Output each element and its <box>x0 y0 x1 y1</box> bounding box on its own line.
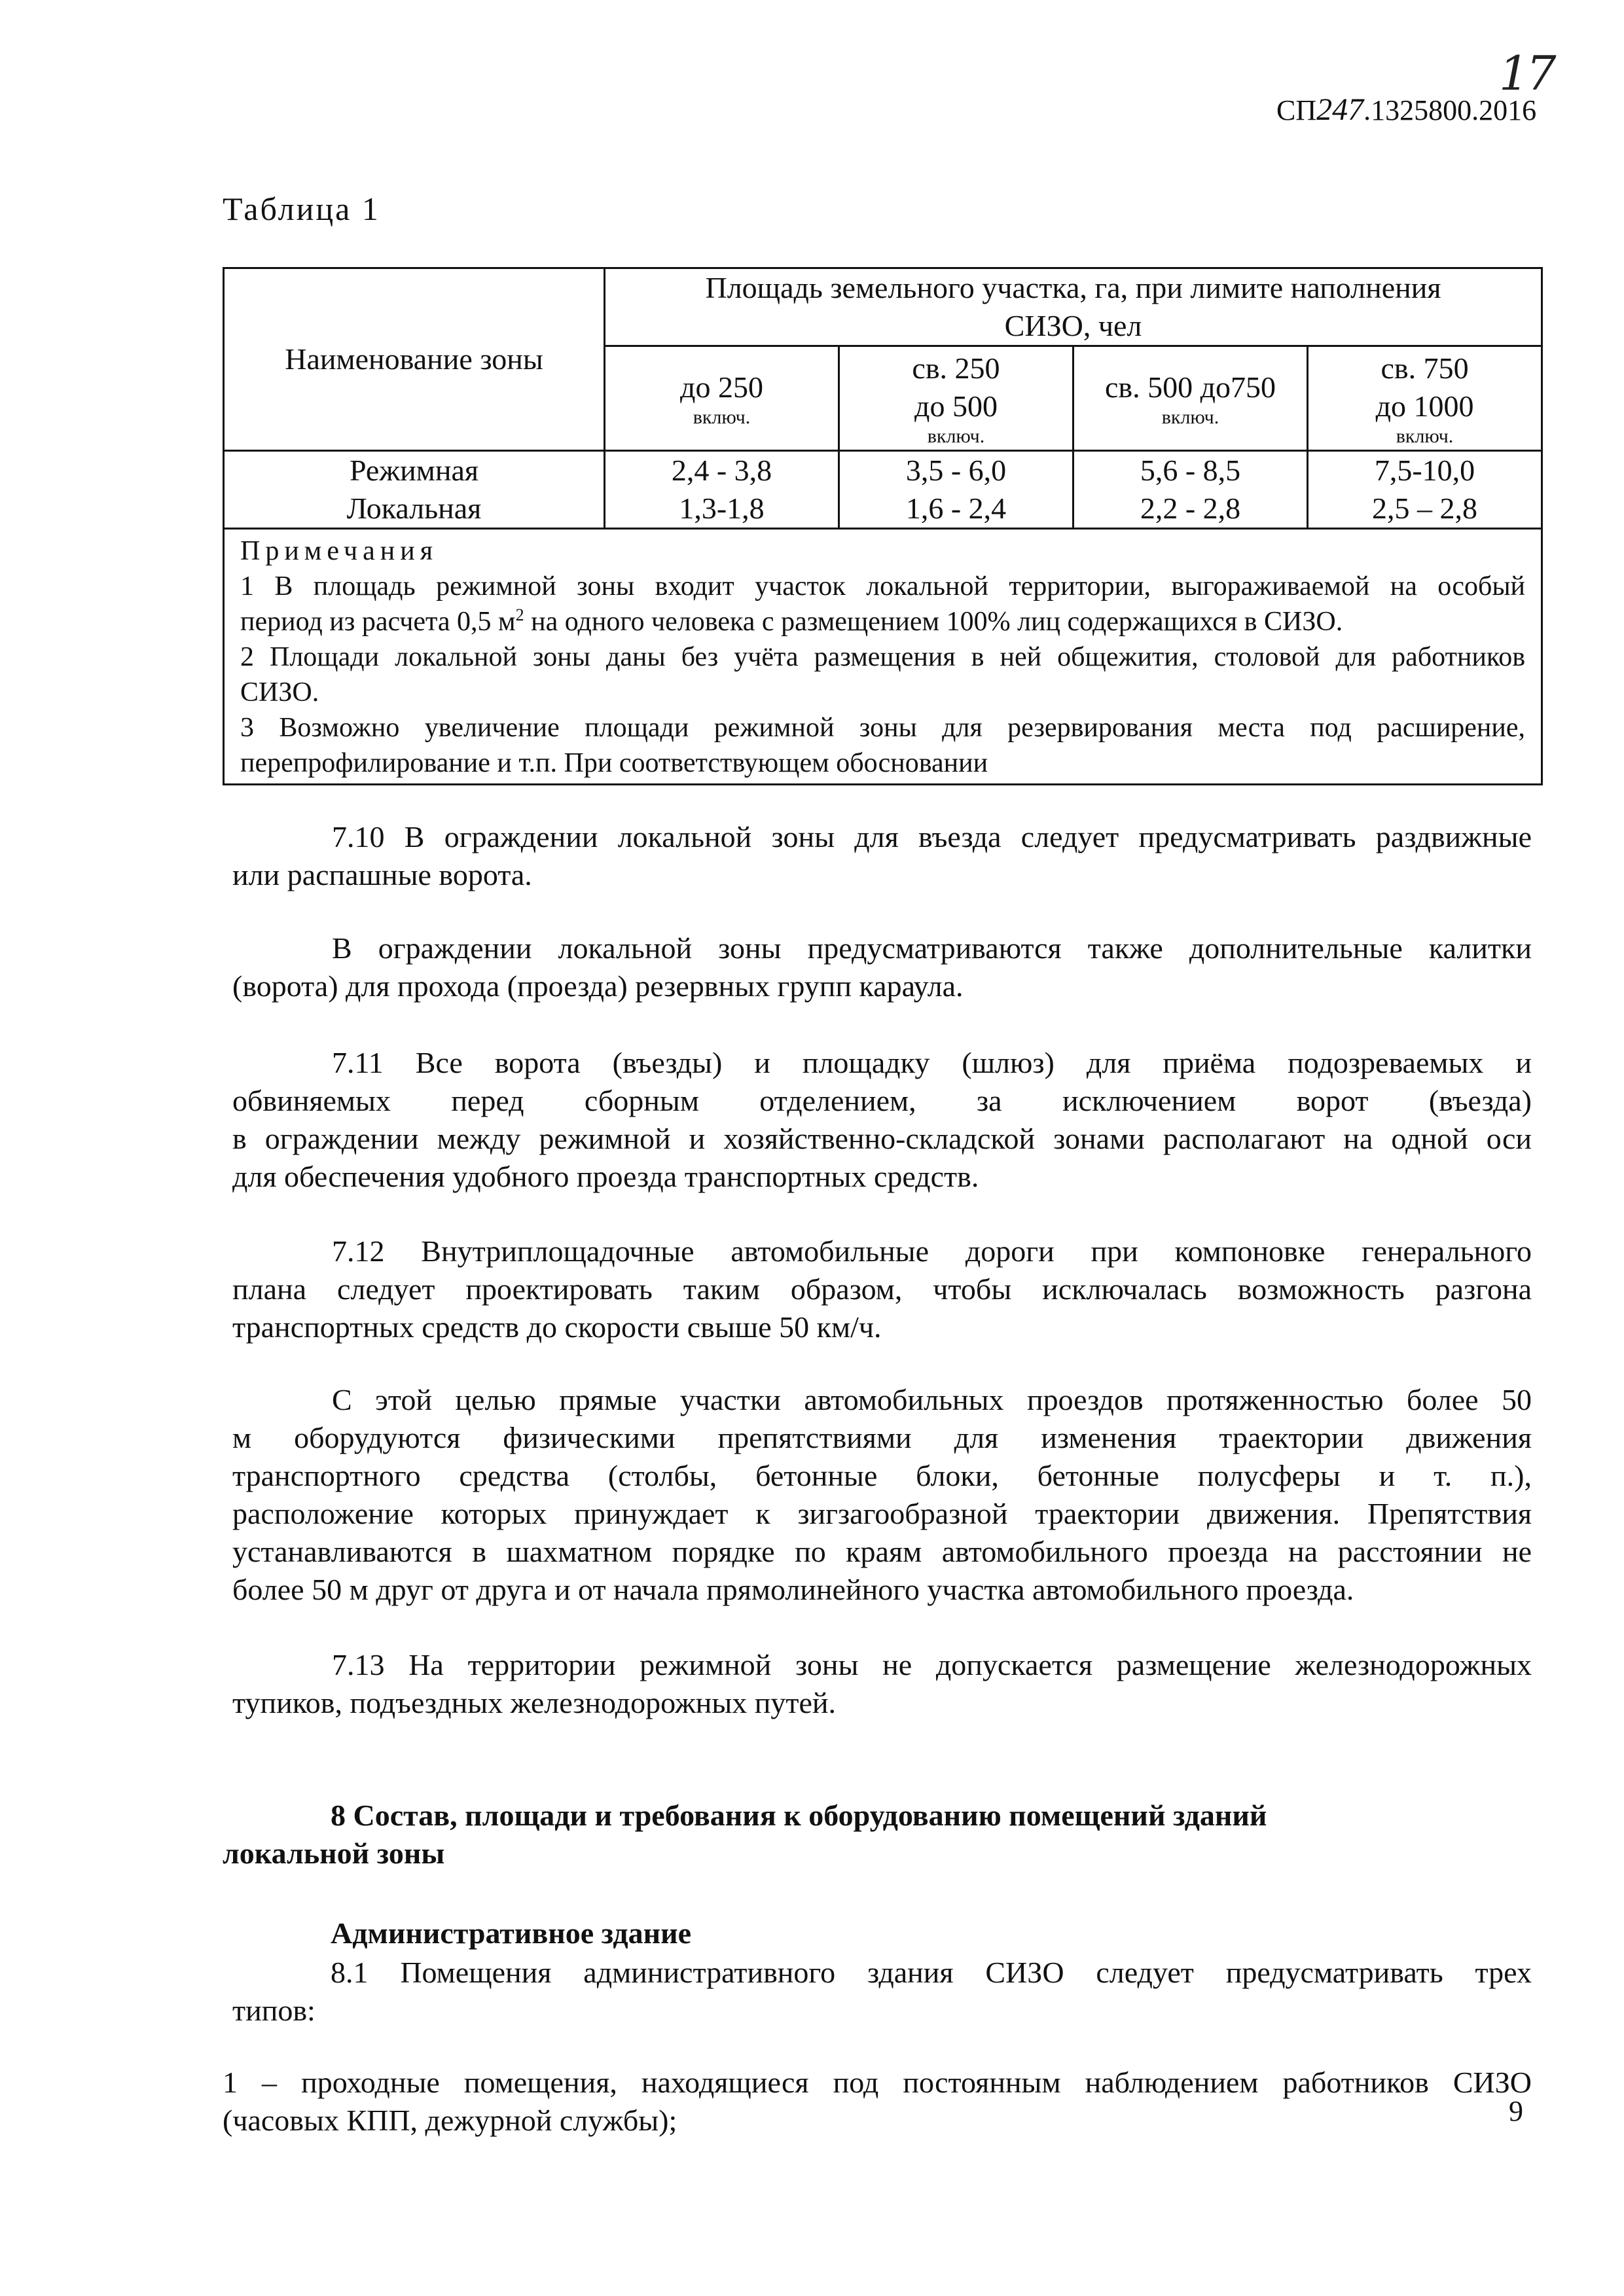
table-cell: 2,4 - 3,8 <box>671 454 772 487</box>
group-header-line-2: СИЗО, чел <box>1004 309 1142 342</box>
col-3-sub: включ. <box>1161 406 1219 428</box>
paragraph-7-12-b <box>232 1381 1532 1609</box>
values-col-4 <box>1308 451 1542 529</box>
text-line: тупиков, подъездных железнодорожных путей. <box>232 1686 836 1719</box>
note-2-line-1: 2 Площади локальной зоны даны без учёта размещения в ней общежития, столовой для работников <box>240 642 1526 672</box>
doc-code-handwritten: 247 <box>1316 92 1364 127</box>
paragraph-7-10-b <box>232 929 1532 1005</box>
text-line: 7.12 Внутриплощадочные автомобильные дороги при компоновке генерального <box>332 1234 1532 1268</box>
text-line: С этой целью прямые участки автомобильных проездов протяженностью более 50 <box>332 1383 1532 1416</box>
col-4-sub: включ. <box>1396 425 1454 447</box>
header-col-4 <box>1308 346 1542 451</box>
header-col-3 <box>1074 346 1308 451</box>
table-caption: Таблица 1 <box>223 190 380 227</box>
note-1-pre: период из расчета 0,5 м <box>240 607 516 637</box>
table-cell: 7,5-10,0 <box>1374 454 1475 487</box>
text-line: или распашные ворота. <box>232 858 532 891</box>
table-cell: 5,6 - 8,5 <box>1140 454 1241 487</box>
table-notes <box>224 529 1542 785</box>
note-1-post: на одного человека с размещением 100% лиц содержащихся в СИЗО. <box>524 607 1343 637</box>
text-line: 7.13 На территории режимной зоны не допускается размещение железнодорожных <box>332 1648 1532 1681</box>
text-line: в ограждении между режимной и хозяйственно-складской зонами располагают на одной оси <box>232 1122 1532 1155</box>
text-line: В ограждении локальной зоны предусматриваются также дополнительные калитки <box>332 931 1532 965</box>
text-line: устанавливаются в шахматном порядке по краям автомобильного проезда на расстоянии не <box>232 1535 1532 1568</box>
section-8-heading-line-2: локальной зоны <box>223 1837 445 1870</box>
notes-title: Примечания <box>240 536 439 566</box>
col-4-main-2: до 1000 <box>1375 389 1474 423</box>
col-1-main: до 250 <box>680 370 763 404</box>
section-8-heading-line-1: 8 Состав, площади и требования к оборудованию помещений зданий <box>331 1799 1267 1832</box>
note-3-line-1: 3 Возможно увеличение площади режимной зоны для резервирования места под расширение, <box>240 713 1526 743</box>
text-line: (часовых КПП, дежурной службы); <box>223 2104 677 2137</box>
zone-regime: Режимная <box>349 454 479 487</box>
zone-local: Локальная <box>346 492 482 525</box>
col-2-sub: включ. <box>927 425 985 447</box>
doc-code-prefix: СП <box>1276 94 1317 126</box>
text-line: для обеспечения удобного проезда транспортных средств. <box>232 1160 979 1193</box>
header-area-group <box>605 268 1542 346</box>
header-col-1 <box>605 346 839 451</box>
text-line: более 50 м друг от друга и от начала прямолинейного участка автомобильного проезда. <box>232 1573 1354 1606</box>
text-line: 7.10 В ограждении локальной зоны для въезда следует предусматривать раздвижные <box>332 820 1532 853</box>
text-line: транспортных средств до скорости свыше 50 км/ч. <box>232 1310 882 1344</box>
area-table <box>223 267 1543 785</box>
table-cell: 1,6 - 2,4 <box>905 492 1007 525</box>
text-line: 8.1 Помещения административного здания СИЗО следует предусматривать трех <box>331 1956 1532 1989</box>
group-header-line-1: Площадь земельного участка, га, при лимите наполнения <box>705 271 1441 304</box>
text-line: типов: <box>232 1994 316 2027</box>
col-2-main-2: до 500 <box>914 389 998 423</box>
page-number: 9 <box>1509 2095 1523 2127</box>
text-line: 1 – проходные помещения, находящиеся под постоянным наблюдением работников СИЗО <box>223 2066 1532 2099</box>
col-1-sub: включ. <box>693 406 751 428</box>
table-cell: 2,2 - 2,8 <box>1140 492 1241 525</box>
zone-names-cell <box>224 451 605 529</box>
list-item-1 <box>223 2064 1532 2140</box>
doc-code-suffix: .1325800.2016 <box>1363 94 1537 126</box>
values-col-2 <box>839 451 1074 529</box>
paragraph-7-11 <box>232 1044 1532 1196</box>
table-cell: 1,3-1,8 <box>679 492 765 525</box>
header-zone-name: Наименование зоны <box>224 268 605 451</box>
note-1-line-1: 1 В площадь режимной зоны входит участок локальной территории, выгораживаемой на особый <box>240 571 1526 601</box>
text-line: обвиняемых перед сборным отделением, за исключением ворот (въезда) <box>232 1084 1532 1117</box>
text-line: плана следует проектировать таким образом, чтобы исключалась возможность разгона <box>232 1272 1532 1306</box>
paragraph-7-12 <box>232 1232 1532 1346</box>
text-line: 7.11 Все ворота (въезды) и площадку (шлюз) для приёма подозреваемых и <box>332 1046 1532 1079</box>
note-3-line-2: перепрофилирование и т.п. При соответствующем обосновании <box>240 748 988 778</box>
note-1-sup: 2 <box>515 605 524 624</box>
handwritten-page-number: 17 <box>1499 46 1554 101</box>
header-col-2 <box>839 346 1074 451</box>
paragraph-8-1 <box>232 1954 1532 2030</box>
text-line: (ворота) для прохода (проезда) резервных групп караула. <box>232 969 964 1003</box>
values-col-1 <box>605 451 839 529</box>
subheading-admin-building: Административное здание <box>331 1916 692 1950</box>
values-col-3 <box>1074 451 1308 529</box>
col-4-main-1: св. 750 <box>1380 351 1469 385</box>
col-2-main-1: св. 250 <box>912 351 1000 385</box>
note-1-line-2 <box>240 604 1525 639</box>
table-cell: 3,5 - 6,0 <box>905 454 1007 487</box>
paragraph-7-13 <box>232 1646 1532 1722</box>
col-3-main: св. 500 до750 <box>1104 370 1276 404</box>
document-code <box>1276 92 1536 128</box>
text-line: расположение которых принуждает к зигзагообразной траектории движения. Препятствия <box>232 1497 1532 1530</box>
paragraph-7-10 <box>232 818 1532 894</box>
table-cell: 2,5 – 2,8 <box>1372 492 1478 525</box>
note-2-line-2: СИЗО. <box>240 677 319 708</box>
text-line: м оборудуются физическими препятствиями для изменения траектории движения <box>232 1421 1532 1454</box>
text-line: транспортного средства (столбы, бетонные блоки, бетонные полусферы и т. п.), <box>232 1459 1532 1492</box>
